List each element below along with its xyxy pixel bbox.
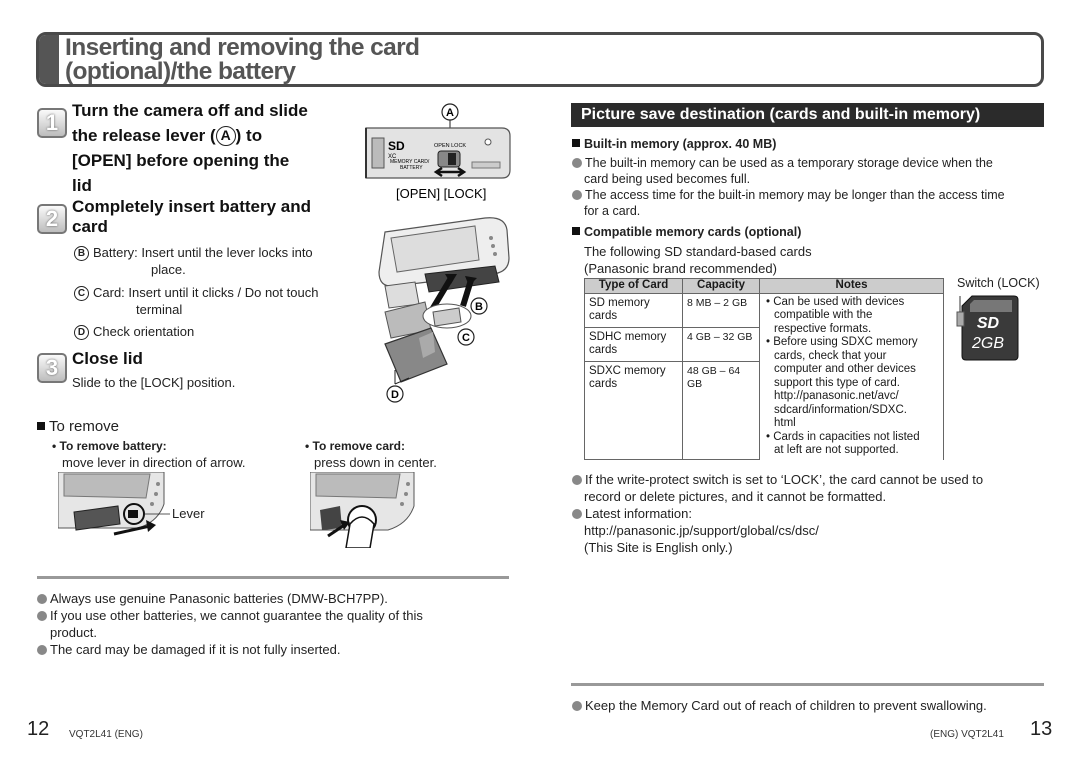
page-title-line2: (optional)/the battery bbox=[65, 58, 296, 85]
svg-text:SD: SD bbox=[976, 315, 1000, 332]
step-2-title bbox=[72, 197, 311, 237]
bullet-icon bbox=[572, 190, 582, 200]
fig-tiny-mem1: MEMORY CARD/ bbox=[390, 159, 430, 165]
step-2-line2: card bbox=[72, 217, 108, 236]
note-line: • Cards in capacities not listed bbox=[766, 430, 920, 443]
compatible-intro-line2: (Panasonic brand recommended) bbox=[584, 261, 777, 276]
builtin-bullet-1 bbox=[572, 155, 1005, 171]
step-1-line2-post: ) to bbox=[235, 126, 263, 145]
card-note-line1: Card: Insert until it clicks / Do not touch bbox=[93, 285, 319, 300]
step-2-card-note bbox=[74, 284, 318, 318]
write-protect-line1: If the write-protect switch is set to ‘LOCK’, the card cannot be used to bbox=[585, 472, 984, 487]
step-2-orientation-note bbox=[74, 323, 194, 340]
builtin-bullet-1-line1: The built-in memory can be used as a temporary storage device when the bbox=[585, 156, 993, 170]
square-bullet-icon bbox=[572, 139, 580, 147]
svg-text:SD: SD bbox=[388, 139, 405, 153]
battery-card-insert-illustration bbox=[375, 212, 515, 408]
bullet-icon bbox=[37, 645, 47, 655]
bullet-icon bbox=[572, 475, 582, 485]
latest-info-line1: Latest information: bbox=[585, 506, 692, 521]
fig-tiny-open-lock: OPEN LOCK bbox=[434, 143, 467, 149]
bullet-icon bbox=[37, 594, 47, 604]
note-line: • Before using SDXC memory bbox=[766, 336, 918, 348]
bullet-latest-info bbox=[572, 505, 983, 522]
note-text: If you use other batteries, we cannot guarantee the quality of this bbox=[50, 608, 423, 623]
compatible-heading bbox=[572, 224, 801, 241]
remove-card-label: • To remove card: bbox=[305, 439, 406, 453]
step-3-number: 3 bbox=[37, 353, 67, 383]
marker-c: C bbox=[74, 286, 89, 301]
right-page-number: 13 bbox=[1030, 718, 1053, 740]
step-1-line2-pre: the release lever ( bbox=[72, 126, 216, 145]
table-cell-notes bbox=[760, 293, 944, 460]
table-row bbox=[585, 293, 944, 327]
step-2-battery-note bbox=[74, 244, 313, 278]
to-remove-title: To remove bbox=[49, 418, 120, 435]
note-line: sdcard/information/SDXC. bbox=[774, 403, 907, 416]
write-protect-line2: record or delete pictures, and it cannot be formatted. bbox=[584, 489, 887, 504]
memory-card-table bbox=[584, 278, 944, 460]
remove-card-text: press down in center. bbox=[314, 455, 437, 470]
latest-info-url[interactable]: http://panasonic.jp/support/global/cs/dsc/ bbox=[584, 523, 819, 538]
type-line2: cards bbox=[589, 310, 618, 322]
sd-card-capacity: 2GB bbox=[971, 335, 1005, 352]
page-header bbox=[36, 32, 1044, 87]
note-line: http://panasonic.net/avc/ bbox=[774, 390, 899, 402]
bullet-icon bbox=[37, 611, 47, 621]
marker-b: B bbox=[74, 246, 89, 261]
header-accent-bar bbox=[39, 35, 59, 84]
note-line: • Can be used with devices bbox=[766, 295, 905, 308]
step-1-title bbox=[72, 98, 308, 198]
marker-d: D bbox=[74, 325, 89, 340]
left-divider bbox=[37, 576, 509, 579]
note-line: respective formats. bbox=[774, 322, 872, 335]
type-line1: SDHC memory bbox=[589, 330, 667, 343]
builtin-bullet-2 bbox=[572, 187, 1005, 203]
note-card-damage bbox=[37, 641, 423, 658]
builtin-heading bbox=[572, 136, 776, 153]
section-title-bar: Picture save destination (cards and built-in memory) bbox=[571, 103, 1044, 127]
right-page-code: (ENG) VQT2L41 bbox=[930, 729, 1004, 740]
compatible-heading-text: Compatible memory cards (optional) bbox=[584, 225, 802, 239]
orientation-text: Check orientation bbox=[93, 324, 195, 339]
note-line: compatible with the bbox=[774, 309, 873, 321]
card-note-line2: terminal bbox=[136, 302, 183, 317]
step-2-line1: Completely insert battery and bbox=[72, 197, 312, 216]
battery-note-line1: Battery: Insert until the lever locks into bbox=[93, 245, 313, 260]
step-3-title: Close lid bbox=[72, 349, 143, 368]
fig-label-d: D bbox=[391, 389, 399, 401]
fig-label-b: B bbox=[475, 301, 483, 313]
note-line: computer and other devices bbox=[774, 363, 916, 375]
warning-text: Keep the Memory Card out of reach of children to prevent swallowing. bbox=[585, 698, 987, 713]
right-bullets bbox=[572, 471, 983, 556]
note-genuine-batteries bbox=[37, 590, 423, 607]
note-line: at left are not supported. bbox=[774, 444, 899, 456]
latest-info-note: (This Site is English only.) bbox=[584, 540, 733, 555]
note-line: html bbox=[774, 417, 796, 429]
note-text: Always use genuine Panasonic batteries (DMW-BCH7PP). bbox=[50, 591, 388, 606]
step-1-line3: [OPEN] before opening the bbox=[72, 151, 290, 170]
table-header-row bbox=[585, 279, 944, 294]
remove-battery-illustration bbox=[58, 472, 170, 542]
page-title-line1: Inserting and removing the card bbox=[65, 34, 420, 61]
table-cell-type bbox=[585, 327, 683, 361]
table-cell-capacity: 48 GB – 64 GB bbox=[683, 361, 760, 460]
step-1-line2 bbox=[72, 123, 308, 148]
note-text: The card may be damaged if it is not fully inserted. bbox=[50, 642, 341, 657]
marker-a: A bbox=[216, 126, 236, 146]
type-line2: cards bbox=[589, 378, 618, 390]
step-1-line4: lid bbox=[72, 176, 92, 195]
right-divider bbox=[571, 683, 1044, 686]
lever-label: Lever bbox=[172, 506, 205, 521]
bullet-write-protect bbox=[572, 471, 983, 488]
table-header-capacity: Capacity bbox=[683, 279, 760, 294]
note-other-batteries-cont: product. bbox=[50, 625, 97, 640]
type-line1: SDXC memory bbox=[589, 364, 666, 377]
remove-battery-label: • To remove battery: bbox=[52, 439, 167, 453]
fig-label-a: A bbox=[446, 107, 454, 119]
table-cell-capacity: 4 GB – 32 GB bbox=[683, 327, 760, 361]
table-header-notes: Notes bbox=[760, 279, 944, 294]
fig-label-c: C bbox=[462, 332, 470, 344]
builtin-bullet-1-line2: card being used becomes full. bbox=[584, 172, 751, 186]
fig-tiny-mem2: BATTERY bbox=[400, 165, 423, 171]
page-title bbox=[65, 36, 419, 84]
bullet-icon bbox=[572, 701, 582, 711]
bullet-icon bbox=[572, 158, 582, 168]
note-line: support this type of card. bbox=[774, 376, 900, 389]
fig-open-lock: [OPEN] [LOCK] bbox=[396, 186, 487, 201]
table-cell-capacity: 8 MB – 2 GB bbox=[683, 293, 760, 327]
step-2-number: 2 bbox=[37, 204, 67, 234]
left-page-code: VQT2L41 (ENG) bbox=[69, 729, 143, 740]
table-cell-type bbox=[585, 293, 683, 327]
builtin-bullet-2-line2: for a card. bbox=[584, 204, 641, 218]
type-line2: cards bbox=[589, 344, 618, 356]
note-line: cards, check that your bbox=[774, 349, 887, 362]
camera-lever-illustration bbox=[360, 100, 520, 208]
type-line1: SD memory bbox=[589, 296, 650, 309]
remove-card-illustration bbox=[310, 472, 420, 548]
warning-note bbox=[572, 697, 987, 714]
switch-lock-label: Switch (LOCK) bbox=[957, 276, 1040, 290]
sd-card-illustration bbox=[954, 290, 1024, 362]
battery-note-line2: place. bbox=[151, 262, 186, 277]
builtin-heading-text: Built-in memory (approx. 40 MB) bbox=[584, 137, 777, 151]
builtin-bullets bbox=[572, 155, 1005, 219]
step-3-text: Slide to the [LOCK] position. bbox=[72, 375, 236, 390]
remove-battery-text: move lever in direction of arrow. bbox=[62, 455, 246, 470]
note-other-batteries bbox=[37, 607, 423, 624]
square-bullet-icon bbox=[572, 227, 580, 235]
left-notes bbox=[37, 590, 423, 658]
step-1-line1: Turn the camera off and slide bbox=[72, 101, 308, 120]
table-header-type: Type of Card bbox=[585, 279, 683, 294]
left-page-number: 12 bbox=[27, 718, 50, 740]
builtin-bullet-2-line1: The access time for the built-in memory may be longer than the access time bbox=[585, 188, 1005, 202]
to-remove-heading bbox=[37, 418, 119, 436]
step-1-number: 1 bbox=[37, 108, 67, 138]
table-cell-type bbox=[585, 361, 683, 460]
square-bullet-icon bbox=[37, 422, 45, 430]
compatible-intro bbox=[584, 243, 812, 277]
compatible-intro-line1: The following SD standard-based cards bbox=[584, 244, 812, 259]
svg-text:XC: XC bbox=[388, 154, 397, 160]
bullet-icon bbox=[572, 509, 582, 519]
